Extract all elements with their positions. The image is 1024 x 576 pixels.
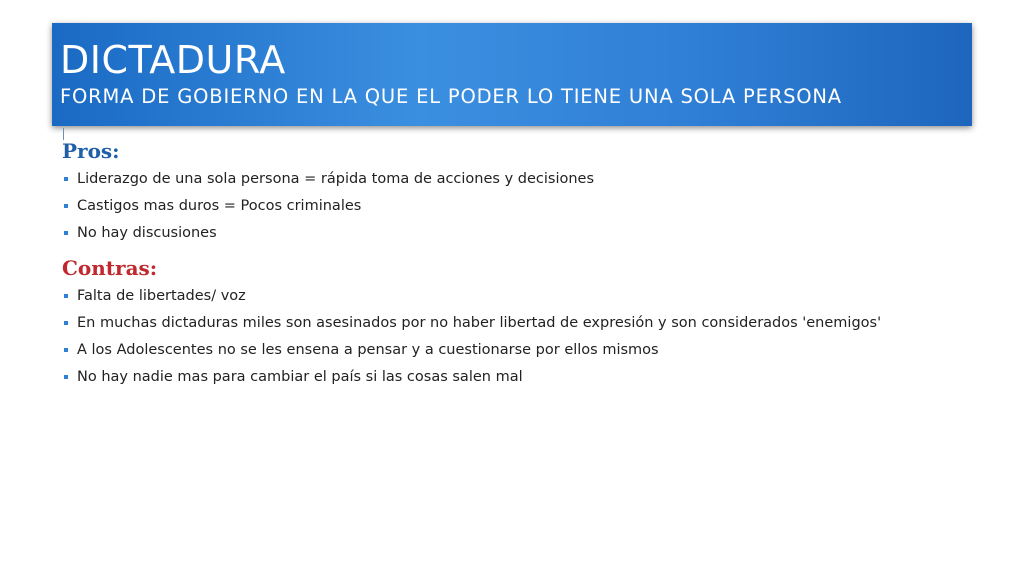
list-item [62,337,962,364]
bullet-icon [64,321,68,325]
slide-title: DICTADURA [60,38,286,82]
list-item [62,220,962,247]
list-item-text: No hay nadie mas para cambiar el país si las cosas salen mal [77,369,523,385]
bullet-icon [64,375,68,379]
slide-subtitle: FORMA DE GOBIERNO EN LA QUE EL PODER LO TIENE UNA SOLA PERSONA [60,85,842,108]
bullet-icon [64,204,68,208]
bullet-icon [64,231,68,235]
bullet-icon [64,177,68,181]
list-item-text: A los Adolescentes no se les ensena a pensar y a cuestionarse por ellos mismos [77,342,659,358]
slide-body [62,138,962,391]
list-item [62,310,962,337]
list-item [62,364,962,391]
bullet-icon [64,294,68,298]
list-item-text: Falta de libertades/ voz [77,288,246,304]
list-item [62,193,962,220]
contras-heading: Contras: [62,256,158,280]
title-banner [52,23,972,126]
list-item [62,283,962,310]
list-item-text: Castigos mas duros = Pocos criminales [77,198,362,214]
list-item [62,166,962,193]
list-item-text: No hay discusiones [77,225,217,241]
list-item-text: En muchas dictaduras miles son asesinados por no haber libertad de expresión y son considerados 'enemigos' [77,315,882,331]
contras-list [62,283,962,391]
pros-heading: Pros: [62,139,120,163]
pros-list [62,166,962,247]
bullet-icon [64,348,68,352]
list-item-text: Liderazgo de una sola persona = rápida toma de acciones y decisiones [77,171,595,187]
